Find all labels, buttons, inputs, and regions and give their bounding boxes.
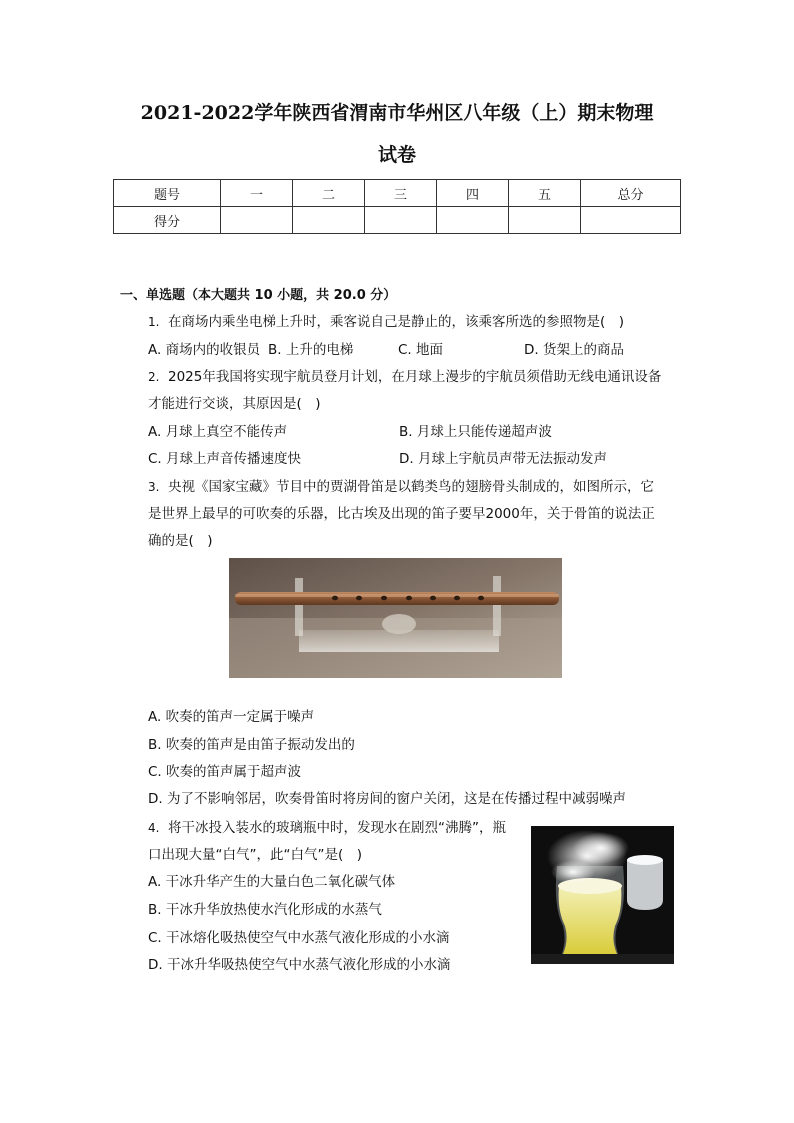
option: A. 月球上真空不能传声 [148,424,288,440]
option: C. 干冰熔化吸热使空气中水蒸气液化形成的小水滴 [148,930,450,946]
score-header-cell: 二 [293,180,365,207]
option: D. 月球上宇航员声带无法振动发声 [399,451,607,467]
option: C. 吹奏的笛声属于超声波 [148,764,302,780]
score-table [113,179,681,234]
question-2-stem [148,368,661,386]
score-cell[interactable] [437,207,509,234]
question-number: 4. [148,821,160,835]
option: A. 吹奏的笛声一定属于噪声 [148,709,315,725]
score-cell[interactable] [221,207,293,234]
score-cell[interactable] [365,207,437,234]
score-header-cell: 三 [365,180,437,207]
paper-title-continued: 试卷 [377,144,416,166]
option: C. 月球上声音传播速度快 [148,451,302,467]
question-text: 央视《国家宝藏》节目中的贾湖骨笛是以鹤类鸟的翅膀骨头制成的，如图所示，它 [168,479,654,495]
question-text-continued: 才能进行交谈，其原因是( ) [148,396,321,412]
option: B. 上升的电梯 [268,342,354,358]
score-header-cell: 总分 [581,180,681,207]
question-text: 在商场内乘坐电梯上升时，乘客说自己是静止的，该乘客所选的参照物是( ) [168,314,625,330]
paper-title: 2021-2022学年陕西省渭南市华州区八年级（上）期末物理 [140,102,654,124]
score-header-cell: 五 [509,180,581,207]
score-cell[interactable] [581,207,681,234]
dry-ice-glass-image [531,826,674,964]
score-cell[interactable] [293,207,365,234]
question-text: 将干冰投入装水的玻璃瓶中时，发现水在剧烈“沸腾”，瓶 [168,820,506,836]
question-3-stem [148,478,654,496]
option: A. 干冰升华产生的大量白色二氧化碳气体 [148,874,396,890]
glass-with-fog-icon [531,826,674,964]
score-row-label: 得分 [114,207,221,234]
question-1-stem [148,313,624,331]
option: D. 为了不影响邻居，吹奏骨笛时将房间的窗户关闭，这是在传播过程中减弱噪声 [148,791,626,807]
score-table-header-row [114,180,681,207]
score-cell[interactable] [509,207,581,234]
option: B. 月球上只能传递超声波 [399,424,552,440]
option: D. 干冰升华吸热使空气中水蒸气液化形成的小水滴 [148,957,451,973]
question-text-continued: 确的是( ) [148,533,213,549]
option: C. 地面 [398,342,444,358]
question-text-continued: 口出现大量“白气”，此“白气”是( ) [148,847,363,863]
score-header-cell: 四 [437,180,509,207]
score-table-score-row [114,207,681,234]
score-header-cell: 题号 [114,180,221,207]
question-number: 3. [148,480,160,494]
option: B. 吹奏的笛声是由笛子振动发出的 [148,737,355,753]
question-4-stem [148,819,506,837]
score-header-cell: 一 [221,180,293,207]
option: D. 货架上的商品 [524,342,624,358]
section-heading: 一、单选题（本大题共 10 小题，共 20.0 分） [120,288,397,303]
question-text: 2025年我国将实现宇航员登月计划，在月球上漫步的宇航员须借助无线电通讯设备 [168,369,662,385]
bone-flute-icon [229,558,562,678]
option: A. 商场内的收银员 [148,342,261,358]
question-number: 2. [148,370,160,384]
question-number: 1. [148,315,160,329]
bone-flute-image [229,558,562,678]
option: B. 干冰升华放热使水汽化形成的水蒸气 [148,902,382,918]
question-text-continued: 是世界上最早的可吹奏的乐器，比古埃及出现的笛子要早2000年，关于骨笛的说法正 [148,506,655,522]
